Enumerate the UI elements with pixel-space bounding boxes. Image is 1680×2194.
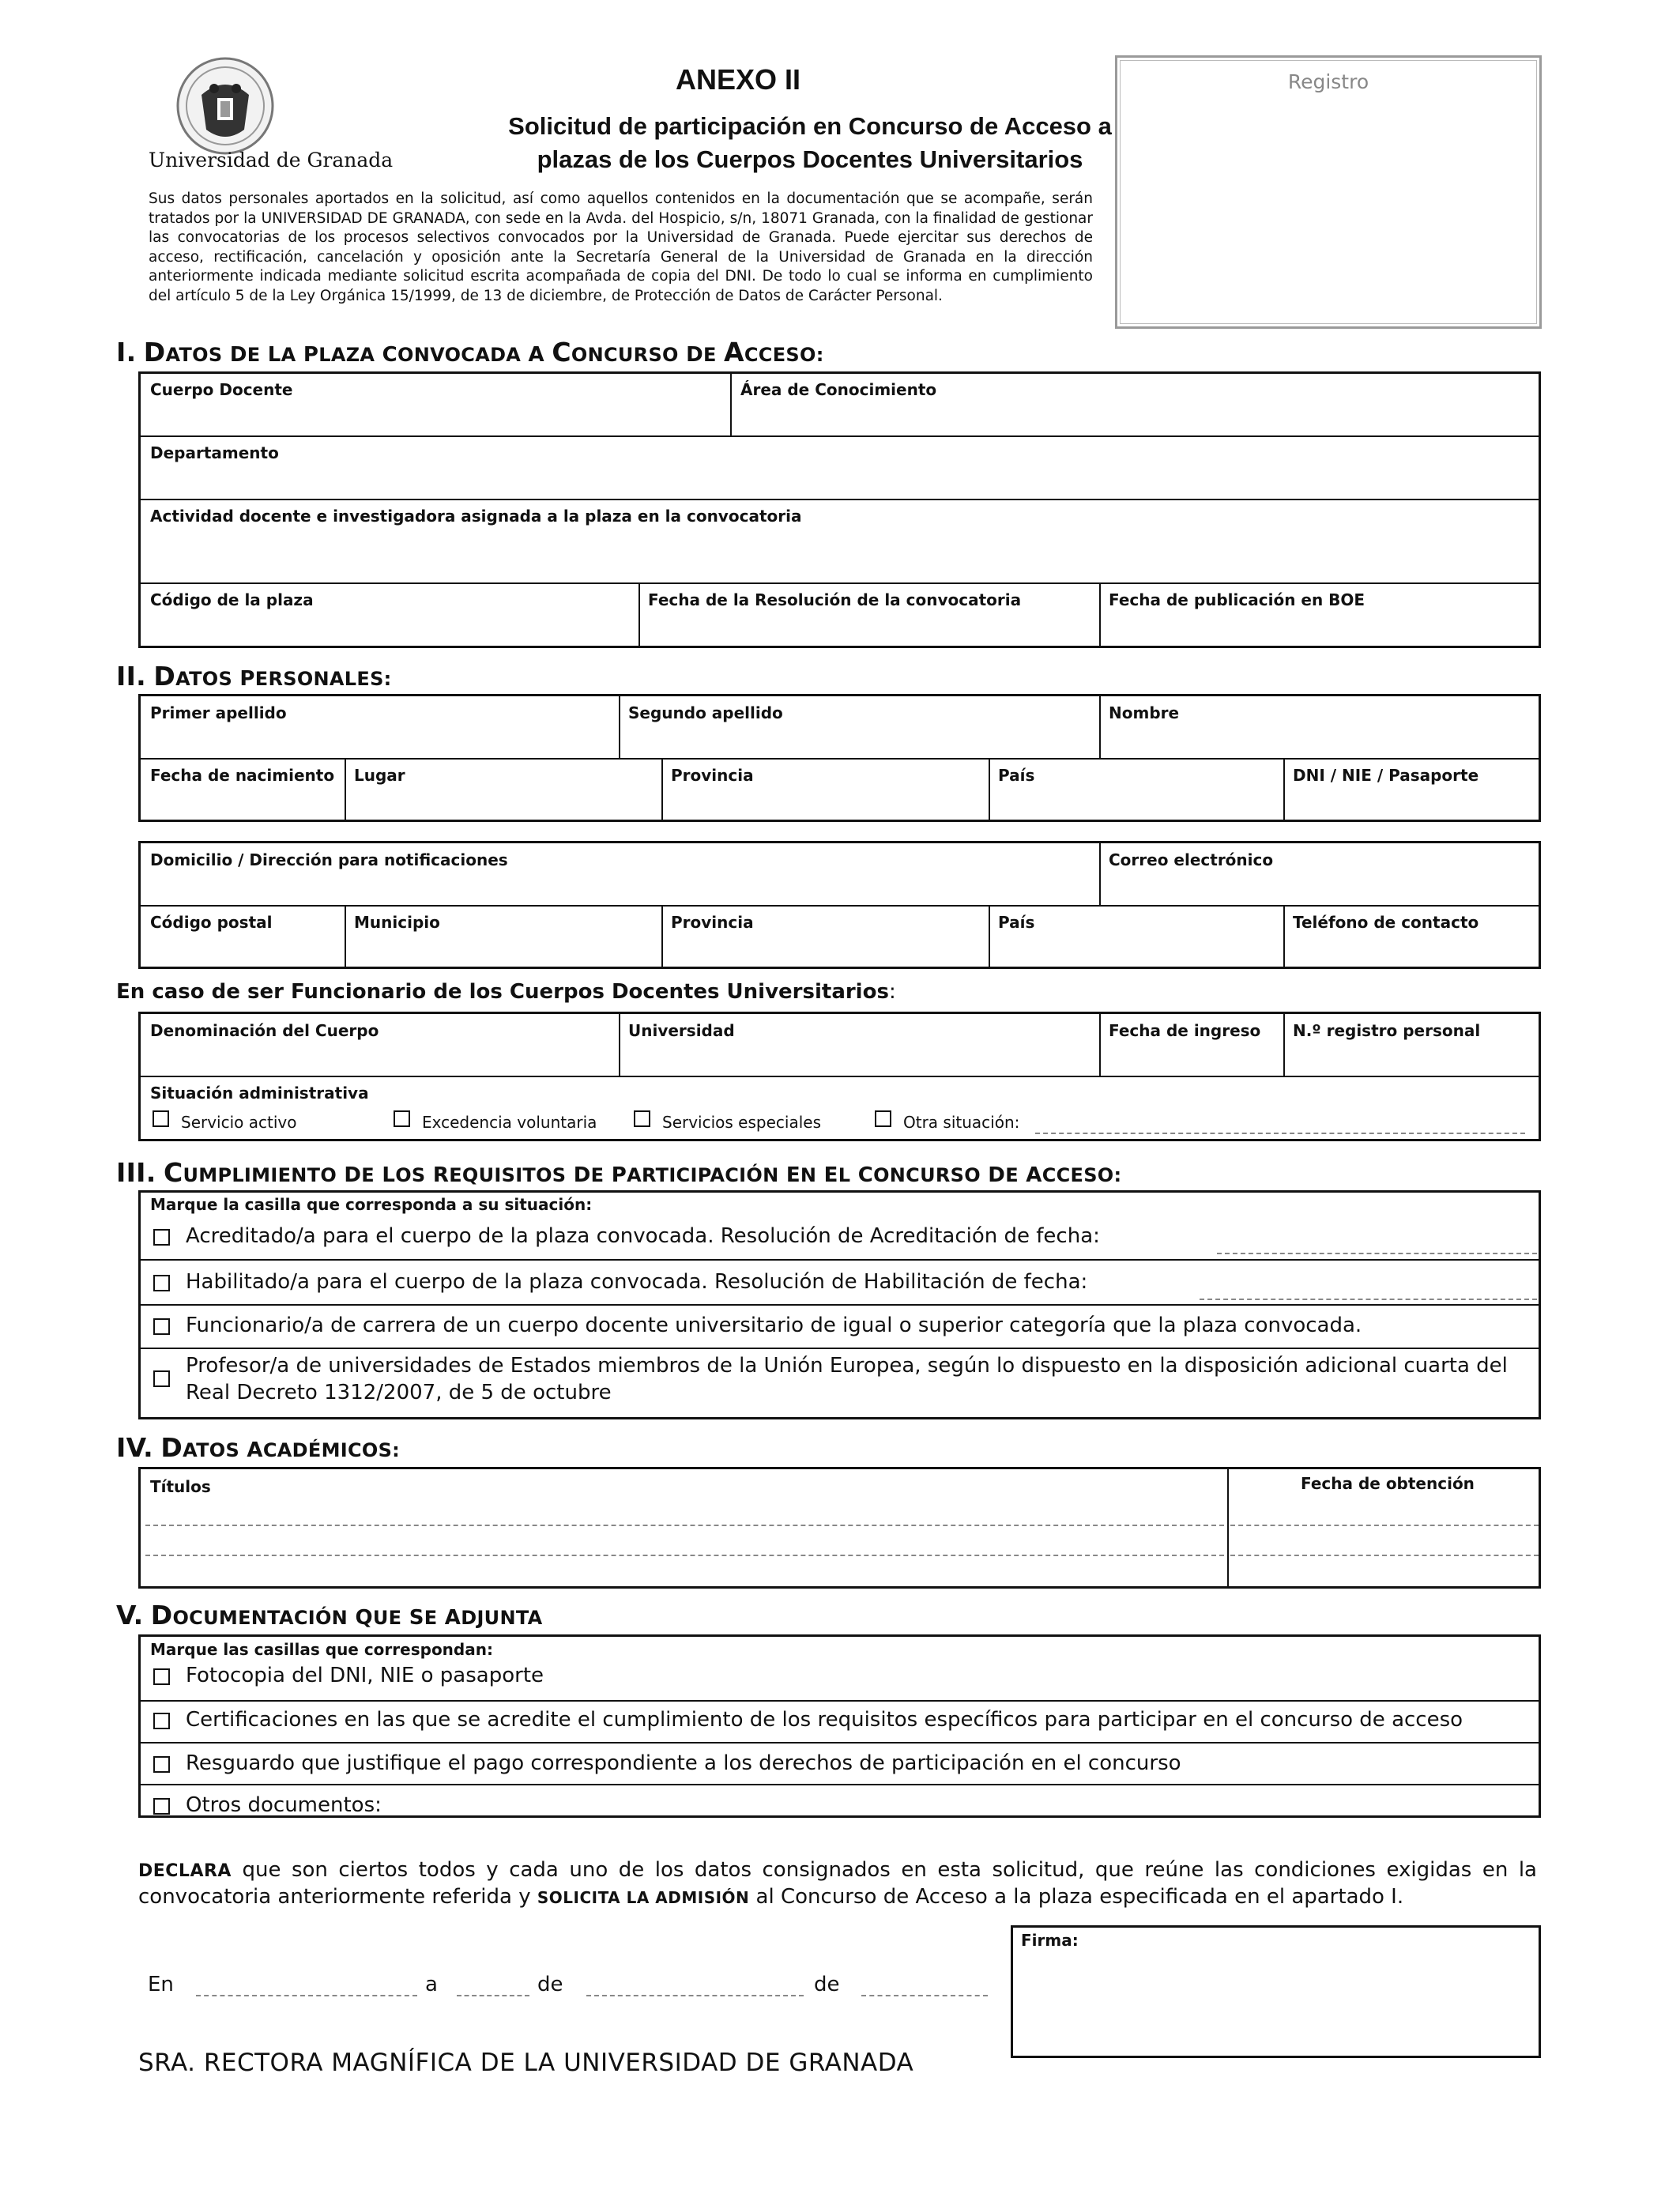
- funcionario-box: [138, 1012, 1541, 1141]
- otra-situacion-label: Otra situación:: [903, 1113, 1020, 1132]
- fecha-line-1[interactable]: [1230, 1525, 1539, 1526]
- dni-copy-checkbox[interactable]: [153, 1668, 170, 1685]
- primer-apellido-field[interactable]: Primer apellido: [150, 703, 287, 722]
- documentacion-instruction: Marque las casillas que correspondan:: [150, 1640, 493, 1659]
- section-4-title: IV. DATOS ACADÉMICOS:: [116, 1432, 401, 1463]
- area-conocimiento-field[interactable]: Área de Conocimiento: [740, 380, 937, 399]
- profesor-ue-checkbox[interactable]: [153, 1370, 170, 1387]
- university-crest-logo: [146, 57, 304, 160]
- telefono-field[interactable]: Teléfono de contacto: [1293, 913, 1479, 932]
- universidad-field[interactable]: Universidad: [628, 1021, 735, 1040]
- otra-situacion-line[interactable]: [1035, 1133, 1525, 1134]
- funcionario-carrera-checkbox[interactable]: [153, 1318, 170, 1335]
- acreditado-label: Acreditado/a para el cuerpo de la plaza convocada. Resolución de Acreditación de fecha:: [186, 1224, 1100, 1248]
- registro-stamp-box: [1115, 55, 1542, 329]
- section-2-title: II. DATOS PERSONALES:: [116, 661, 392, 692]
- domicilio-box: [138, 841, 1541, 969]
- excedencia-checkbox[interactable]: [394, 1110, 410, 1127]
- de-label-1: de: [537, 1973, 563, 1996]
- resguardo-label: Resguardo que justifique el pago correspondiente a los derechos de participación en el concurso: [186, 1751, 1181, 1775]
- de-label-2: de: [814, 1973, 840, 1996]
- requisitos-instruction: Marque la casilla que corresponda a su situación:: [150, 1195, 593, 1214]
- datos-personales-box: [138, 694, 1541, 822]
- section-3-title: III. CUMPLIMIENTO DE LOS REQUISITOS DE PARTICIPACIÓN EN EL CONCURSO DE ACCESO:: [116, 1157, 1122, 1188]
- fecha-ingreso-field[interactable]: Fecha de ingreso: [1109, 1021, 1261, 1040]
- situacion-administrativa-label: Situación administrativa: [150, 1084, 369, 1103]
- habilitacion-fecha-line[interactable]: [1200, 1299, 1537, 1300]
- cuerpo-docente-field[interactable]: Cuerpo Docente: [150, 380, 293, 399]
- titulo-line-2[interactable]: [145, 1555, 1224, 1556]
- profesor-ue-label-line1: Profesor/a de universidades de Estados miembros de la Unión Europea, según lo dispuesto en la disposición adicional cuarta del: [186, 1354, 1508, 1378]
- domicilio-field[interactable]: Domicilio / Dirección para notificaciones: [150, 850, 508, 869]
- habilitado-checkbox[interactable]: [153, 1275, 170, 1291]
- profesor-ue-label-line2: Real Decreto 1312/2007, de 5 de octubre: [186, 1381, 612, 1404]
- fecha-obtencion-label: Fecha de obtención: [1301, 1474, 1475, 1493]
- en-label: En: [148, 1973, 174, 1996]
- acreditacion-fecha-line[interactable]: [1217, 1253, 1537, 1254]
- otros-documentos-checkbox[interactable]: [153, 1798, 170, 1815]
- servicio-activo-checkbox[interactable]: [153, 1110, 169, 1127]
- funcionario-carrera-label: Funcionario/a de carrera de un cuerpo docente universitario de igual o superior categoría que la plaza convocada.: [186, 1314, 1362, 1337]
- pais-domicilio-field[interactable]: País: [998, 913, 1035, 932]
- registro-personal-field[interactable]: N.º registro personal: [1293, 1021, 1481, 1040]
- titulo-line-1[interactable]: [145, 1525, 1224, 1526]
- document-annex-title: ANEXO II: [676, 63, 801, 96]
- dni-copy-label: Fotocopia del DNI, NIE o pasaporte: [186, 1664, 544, 1687]
- nombre-field[interactable]: Nombre: [1109, 703, 1180, 722]
- otros-documentos-label: Otros documentos:: [186, 1793, 382, 1817]
- fecha-nacimiento-field[interactable]: Fecha de nacimiento: [150, 766, 335, 785]
- correo-field[interactable]: Correo electrónico: [1109, 850, 1274, 869]
- servicios-especiales-label: Servicios especiales: [662, 1113, 821, 1132]
- acreditado-checkbox[interactable]: [153, 1229, 170, 1246]
- provincia-field[interactable]: Provincia: [671, 766, 754, 785]
- form-title-line2: plazas de los Cuerpos Docentes Universitarios: [537, 145, 1083, 173]
- excedencia-label: Excedencia voluntaria: [422, 1113, 597, 1132]
- mes-firma-line[interactable]: [586, 1995, 804, 1996]
- dni-field[interactable]: DNI / NIE / Pasaporte: [1293, 766, 1479, 785]
- university-name: Universidad de Granada: [149, 149, 394, 172]
- habilitado-label: Habilitado/a para el cuerpo de la plaza convocada. Resolución de Habilitación de fecha:: [186, 1270, 1088, 1294]
- certificaciones-checkbox[interactable]: [153, 1713, 170, 1729]
- funcionario-heading: En caso de ser Funcionario de los Cuerpos Docentes Universitarios:: [116, 980, 896, 1004]
- fecha-boe-field[interactable]: Fecha de publicación en BOE: [1109, 590, 1365, 609]
- a-label: a: [425, 1973, 438, 1996]
- municipio-field[interactable]: Municipio: [354, 913, 440, 932]
- anio-firma-line[interactable]: [861, 1995, 988, 1996]
- segundo-apellido-field[interactable]: Segundo apellido: [628, 703, 783, 722]
- departamento-field[interactable]: Departamento: [150, 443, 279, 462]
- denominacion-cuerpo-field[interactable]: Denominación del Cuerpo: [150, 1021, 379, 1040]
- firma-label: Firma:: [1021, 1931, 1079, 1950]
- pais-field[interactable]: País: [998, 766, 1035, 785]
- documentacion-box: [138, 1634, 1541, 1818]
- codigo-postal-field[interactable]: Código postal: [150, 913, 273, 932]
- certificaciones-label: Certificaciones en las que se acredite el cumplimiento de los requisitos específicos para participar en el concurso de acceso: [186, 1708, 1463, 1732]
- titulos-label: Títulos: [150, 1477, 211, 1496]
- section-1-box: [138, 371, 1541, 648]
- form-title-line1: Solicitud de participación en Concurso de Acceso a: [508, 112, 1112, 140]
- fecha-resolucion-field[interactable]: Fecha de la Resolución de la convocatoria: [648, 590, 1022, 609]
- servicio-activo-label: Servicio activo: [181, 1113, 297, 1132]
- fecha-line-2[interactable]: [1230, 1555, 1539, 1556]
- section-5-title: V. DOCUMENTACIÓN QUE SE ADJUNTA: [116, 1600, 543, 1630]
- declaration-text: DECLARA que son ciertos todos y cada uno de los datos consignados en esta solicitud, que reúne las condiciones exigidas en la convocatoria anteriormente referida y SOLICITA LA ADMISIÓN al Concurso de Acceso a la plaza especificada en el apartado I.: [138, 1858, 1537, 1909]
- lugar-field[interactable]: Lugar: [354, 766, 405, 785]
- privacy-notice: Sus datos personales aportados en la solicitud, así como aquellos contenidos en la documentación que se acompañe, serán tratados por la UNIVERSIDAD DE GRANADA, con sede en la Avda. del Hospicio, s/n, 18071 Granada, con la finalidad de gestionar las convocatorias de los procesos selectivos convocados por la Universidad de Granada. Puede ejercitar sus derechos de acceso, rectificación, cancelación y oposición ante la Secretaría General de la Universidad de Granada en la dirección anteriormente indicada mediante solicitud escrita acompañada de copia del DNI. De todo lo cual se informa en cumplimiento del artículo 5 de la Ley Orgánica 15/1999, de 13 de diciembre, de Protección de Datos de Carácter Personal.: [149, 190, 1093, 304]
- resguardo-checkbox[interactable]: [153, 1756, 170, 1773]
- dia-firma-line[interactable]: [457, 1995, 529, 1996]
- firma-box[interactable]: [1011, 1925, 1541, 2058]
- section-1-title: I. DATOS DE LA PLAZA CONVOCADA A CONCURSO DE ACCESO:: [116, 337, 824, 368]
- registro-label: Registro: [1287, 70, 1369, 93]
- provincia-domicilio-field[interactable]: Provincia: [671, 913, 754, 932]
- actividad-field[interactable]: Actividad docente e investigadora asignada a la plaza en la convocatoria: [150, 507, 802, 526]
- servicios-especiales-checkbox[interactable]: [634, 1110, 650, 1127]
- datos-academicos-box: [138, 1467, 1541, 1589]
- requisitos-box: [138, 1190, 1541, 1419]
- otra-situacion-checkbox[interactable]: [875, 1110, 891, 1127]
- lugar-firma-line[interactable]: [196, 1995, 417, 1996]
- addressee-footer: SRA. RECTORA MAGNÍFICA DE LA UNIVERSIDAD DE GRANADA: [138, 2049, 914, 2077]
- codigo-plaza-field[interactable]: Código de la plaza: [150, 590, 314, 609]
